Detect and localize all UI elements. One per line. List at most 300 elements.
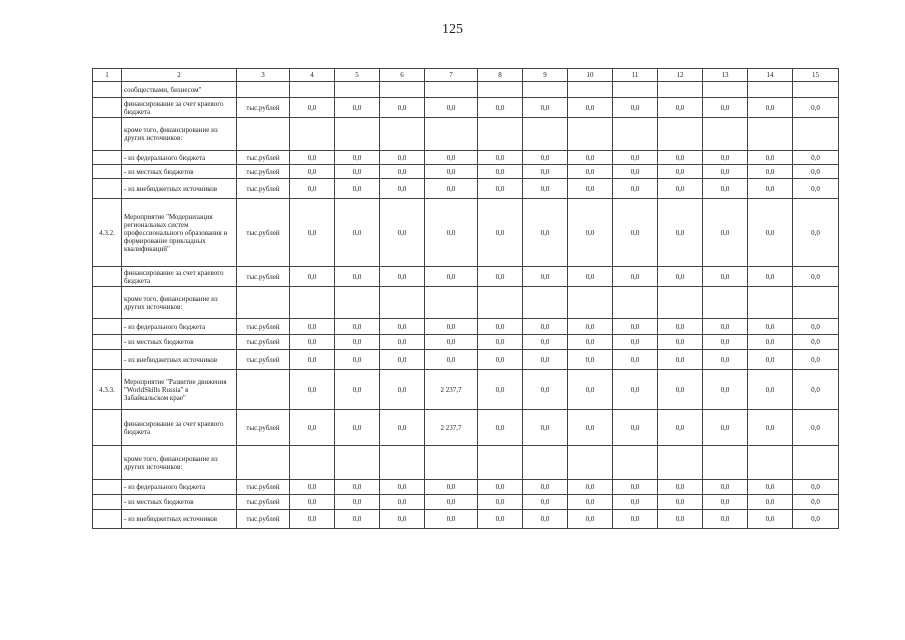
value-cell: 0,0 [523,350,568,370]
row-unit: тыс.рублей [237,165,290,179]
row-unit: тыс.рублей [237,151,290,165]
value-cell: 0,0 [703,350,748,370]
row-unit: тыс.рублей [237,350,290,370]
value-cell: 0,0 [335,98,380,118]
value-cell [793,446,839,480]
row-name: - из местных бюджетов [122,165,237,179]
value-cell: 0,0 [290,480,335,495]
row-unit: тыс.рублей [237,335,290,350]
value-cell: 0,0 [793,350,839,370]
value-cell [658,118,703,151]
row-name: кроме того, финансирование из других источников: [122,446,237,480]
column-header: 13 [703,69,748,82]
row-unit [237,82,290,98]
value-cell [748,287,793,319]
value-cell: 0,0 [793,165,839,179]
table-row [93,370,839,410]
value-cell: 0,0 [793,335,839,350]
value-cell [658,82,703,98]
value-cell [523,287,568,319]
value-cell: 0,0 [380,98,425,118]
value-cell: 0,0 [793,179,839,199]
value-cell: 0,0 [380,179,425,199]
value-cell [523,446,568,480]
value-cell: 0,0 [703,480,748,495]
value-cell: 0,0 [478,98,523,118]
row-unit: тыс.рублей [237,495,290,510]
row-unit: тыс.рублей [237,510,290,529]
value-cell: 0,0 [658,98,703,118]
row-code [93,98,122,118]
row-name: финансирование за счет краевого бюджета [122,267,237,287]
row-name: - из местных бюджетов [122,495,237,510]
value-cell: 0,0 [658,179,703,199]
value-cell: 0,0 [523,151,568,165]
value-cell: 0,0 [703,335,748,350]
value-cell: 0,0 [425,510,478,529]
table-row [93,319,839,335]
value-cell: 0,0 [793,151,839,165]
value-cell: 0,0 [380,495,425,510]
value-cell: 0,0 [290,370,335,410]
value-cell: 0,0 [523,199,568,267]
value-cell: 0,0 [748,350,793,370]
value-cell: 0,0 [613,480,658,495]
value-cell [335,446,380,480]
value-cell: 0,0 [523,335,568,350]
value-cell: 0,0 [613,410,658,446]
value-cell: 0,0 [425,179,478,199]
row-code [93,410,122,446]
value-cell: 0,0 [478,165,523,179]
value-cell: 0,0 [658,151,703,165]
value-cell: 0,0 [290,495,335,510]
row-name: - из федерального бюджета [122,480,237,495]
value-cell: 0,0 [425,335,478,350]
column-header: 6 [380,69,425,82]
value-cell: 0,0 [478,510,523,529]
row-code [93,82,122,98]
row-name: финансирование за счет краевого бюджета [122,410,237,446]
value-cell [793,118,839,151]
value-cell [568,287,613,319]
value-cell: 0,0 [703,319,748,335]
value-cell [703,82,748,98]
value-cell: 0,0 [523,98,568,118]
value-cell: 0,0 [335,495,380,510]
value-cell: 0,0 [658,199,703,267]
value-cell: 0,0 [523,179,568,199]
row-name: - из федерального бюджета [122,151,237,165]
value-cell: 0,0 [425,350,478,370]
value-cell: 0,0 [380,319,425,335]
value-cell: 0,0 [793,267,839,287]
value-cell: 0,0 [793,410,839,446]
value-cell [425,287,478,319]
row-code: 4.3.2. [93,199,122,267]
value-cell: 0,0 [335,151,380,165]
value-cell: 0,0 [290,350,335,370]
value-cell: 0,0 [335,199,380,267]
value-cell [425,446,478,480]
value-cell: 2 237,7 [425,370,478,410]
row-code [93,495,122,510]
value-cell: 0,0 [613,495,658,510]
value-cell: 0,0 [703,267,748,287]
value-cell: 0,0 [478,267,523,287]
table-row [93,118,839,151]
value-cell: 0,0 [613,179,658,199]
value-cell: 0,0 [335,179,380,199]
table-row [93,410,839,446]
value-cell: 0,0 [703,98,748,118]
value-cell: 0,0 [658,319,703,335]
value-cell: 0,0 [703,495,748,510]
value-cell: 0,0 [425,267,478,287]
value-cell: 0,0 [568,495,613,510]
value-cell [613,118,658,151]
value-cell [380,446,425,480]
table-row [93,510,839,529]
value-cell: 0,0 [478,495,523,510]
value-cell: 0,0 [290,335,335,350]
value-cell: 0,0 [523,495,568,510]
value-cell: 0,0 [335,267,380,287]
table-row [93,267,839,287]
row-name: Мероприятие "Модернизация региональных систем профессионального образования и формирование прикладных квалификаций" [122,199,237,267]
value-cell: 0,0 [380,370,425,410]
value-cell: 0,0 [290,151,335,165]
row-code [93,118,122,151]
value-cell: 0,0 [478,179,523,199]
row-code [93,335,122,350]
value-cell: 0,0 [523,370,568,410]
value-cell [748,118,793,151]
row-code [93,350,122,370]
value-cell: 0,0 [290,98,335,118]
value-cell: 0,0 [748,199,793,267]
value-cell: 0,0 [748,267,793,287]
row-unit: тыс.рублей [237,179,290,199]
value-cell [793,287,839,319]
value-cell: 0,0 [335,350,380,370]
page-number: 125 [442,22,463,37]
value-cell: 0,0 [748,510,793,529]
column-header: 3 [237,69,290,82]
column-header: 11 [613,69,658,82]
column-header: 8 [478,69,523,82]
value-cell: 0,0 [568,267,613,287]
value-cell: 0,0 [335,480,380,495]
value-cell: 0,0 [523,410,568,446]
row-code [93,480,122,495]
value-cell: 0,0 [703,370,748,410]
column-header: 14 [748,69,793,82]
value-cell [335,287,380,319]
value-cell: 0,0 [523,319,568,335]
value-cell: 0,0 [425,495,478,510]
value-cell: 0,0 [290,199,335,267]
value-cell: 0,0 [703,410,748,446]
row-unit [237,287,290,319]
value-cell: 0,0 [425,319,478,335]
value-cell: 0,0 [380,165,425,179]
value-cell [658,446,703,480]
column-header: 10 [568,69,613,82]
row-name: кроме того, финансирование из других источников: [122,118,237,151]
value-cell: 0,0 [658,410,703,446]
value-cell: 0,0 [568,179,613,199]
row-unit: тыс.рублей [237,319,290,335]
value-cell: 0,0 [658,495,703,510]
value-cell [748,446,793,480]
table-row [93,199,839,267]
row-name: - из местных бюджетов [122,335,237,350]
row-unit [237,118,290,151]
value-cell [523,82,568,98]
value-cell: 0,0 [748,98,793,118]
row-unit: тыс.рублей [237,267,290,287]
value-cell [425,82,478,98]
value-cell: 0,0 [793,510,839,529]
value-cell: 0,0 [478,350,523,370]
value-cell [478,446,523,480]
value-cell: 0,0 [335,370,380,410]
value-cell [478,82,523,98]
row-unit: тыс.рублей [237,199,290,267]
row-name: - из внебюджетных источников [122,510,237,529]
value-cell: 0,0 [748,165,793,179]
value-cell: 0,0 [568,370,613,410]
value-cell [703,287,748,319]
value-cell: 0,0 [568,335,613,350]
value-cell [613,287,658,319]
row-code [93,319,122,335]
value-cell: 0,0 [568,319,613,335]
table-row [93,151,839,165]
value-cell [290,118,335,151]
table-row [93,287,839,319]
value-cell: 0,0 [568,199,613,267]
value-cell: 0,0 [380,151,425,165]
value-cell: 0,0 [523,510,568,529]
value-cell: 0,0 [380,199,425,267]
value-cell [523,118,568,151]
row-code: 4.3.3. [93,370,122,410]
column-header: 4 [290,69,335,82]
value-cell: 0,0 [380,480,425,495]
value-cell: 0,0 [748,370,793,410]
table-row [93,480,839,495]
value-cell [568,82,613,98]
value-cell [748,82,793,98]
value-cell: 0,0 [658,165,703,179]
row-unit [237,446,290,480]
value-cell: 0,0 [613,370,658,410]
column-header: 15 [793,69,839,82]
value-cell: 0,0 [748,495,793,510]
value-cell: 0,0 [613,151,658,165]
table-row [93,350,839,370]
value-cell: 0,0 [523,480,568,495]
value-cell: 0,0 [793,319,839,335]
value-cell: 0,0 [793,480,839,495]
value-cell: 0,0 [748,335,793,350]
value-cell: 0,0 [523,165,568,179]
value-cell: 0,0 [478,410,523,446]
column-header: 1 [93,69,122,82]
value-cell: 0,0 [613,199,658,267]
value-cell: 0,0 [703,151,748,165]
value-cell: 0,0 [613,335,658,350]
value-cell: 0,0 [425,199,478,267]
row-name: кроме того, финансирование из других источников: [122,287,237,319]
row-unit [237,370,290,410]
value-cell: 0,0 [290,267,335,287]
value-cell: 0,0 [658,267,703,287]
value-cell: 0,0 [568,350,613,370]
value-cell: 0,0 [425,151,478,165]
value-cell [290,82,335,98]
value-cell: 0,0 [793,199,839,267]
value-cell: 0,0 [568,98,613,118]
value-cell: 0,0 [425,165,478,179]
value-cell: 0,0 [703,179,748,199]
value-cell [703,118,748,151]
value-cell: 0,0 [478,480,523,495]
value-cell: 0,0 [380,267,425,287]
value-cell: 0,0 [613,267,658,287]
value-cell [335,82,380,98]
row-code [93,151,122,165]
value-cell: 0,0 [703,165,748,179]
value-cell: 0,0 [478,151,523,165]
row-code [93,179,122,199]
value-cell: 0,0 [658,510,703,529]
row-code [93,510,122,529]
value-cell: 0,0 [290,165,335,179]
table-row [93,335,839,350]
value-cell: 0,0 [380,510,425,529]
row-code [93,446,122,480]
value-cell: 0,0 [613,350,658,370]
value-cell: 0,0 [425,98,478,118]
row-code [93,165,122,179]
column-header: 7 [425,69,478,82]
value-cell [613,446,658,480]
row-code [93,267,122,287]
value-cell: 0,0 [380,350,425,370]
value-cell: 0,0 [703,199,748,267]
value-cell: 0,0 [793,495,839,510]
value-cell: 0,0 [658,480,703,495]
value-cell: 0,0 [613,510,658,529]
budget-table [92,68,839,529]
column-header: 2 [122,69,237,82]
value-cell: 0,0 [568,480,613,495]
value-cell: 0,0 [658,350,703,370]
value-cell [425,118,478,151]
row-name: - из внебюджетных источников [122,350,237,370]
value-cell: 0,0 [568,151,613,165]
value-cell: 0,0 [793,98,839,118]
value-cell [290,287,335,319]
value-cell: 0,0 [335,510,380,529]
value-cell: 0,0 [793,370,839,410]
value-cell: 0,0 [335,410,380,446]
value-cell [568,118,613,151]
value-cell: 0,0 [568,165,613,179]
value-cell: 2 237,7 [425,410,478,446]
table-row [93,179,839,199]
value-cell [380,287,425,319]
row-code [93,287,122,319]
row-name: - из внебюджетных источников [122,179,237,199]
value-cell: 0,0 [748,319,793,335]
value-cell: 0,0 [290,179,335,199]
value-cell: 0,0 [478,335,523,350]
row-unit: тыс.рублей [237,480,290,495]
row-name: сообществами, бизнесом" [122,82,237,98]
value-cell [380,82,425,98]
row-unit: тыс.рублей [237,98,290,118]
table-row [93,98,839,118]
value-cell [658,287,703,319]
value-cell: 0,0 [658,335,703,350]
table-row [93,165,839,179]
value-cell: 0,0 [613,165,658,179]
value-cell: 0,0 [478,319,523,335]
value-cell: 0,0 [658,370,703,410]
header-row [93,69,839,82]
row-unit: тыс.рублей [237,410,290,446]
value-cell [568,446,613,480]
value-cell [380,118,425,151]
table-body [93,69,839,529]
column-header: 5 [335,69,380,82]
value-cell: 0,0 [290,510,335,529]
value-cell: 0,0 [425,480,478,495]
value-cell: 0,0 [613,319,658,335]
value-cell [793,82,839,98]
value-cell: 0,0 [335,165,380,179]
value-cell [703,446,748,480]
value-cell: 0,0 [703,510,748,529]
value-cell: 0,0 [380,335,425,350]
value-cell: 0,0 [748,410,793,446]
value-cell: 0,0 [335,335,380,350]
row-name: Мероприятие "Развитие движения "WorldSkills Russia" в Забайкальском крае" [122,370,237,410]
value-cell: 0,0 [748,480,793,495]
row-name: - из федерального бюджета [122,319,237,335]
value-cell: 0,0 [613,98,658,118]
row-name: финансирование за счет краевого бюджета [122,98,237,118]
table-row [93,495,839,510]
value-cell: 0,0 [478,370,523,410]
value-cell: 0,0 [380,410,425,446]
value-cell [613,82,658,98]
value-cell: 0,0 [478,199,523,267]
value-cell [290,446,335,480]
value-cell: 0,0 [523,267,568,287]
value-cell [478,287,523,319]
column-header: 9 [523,69,568,82]
value-cell [335,118,380,151]
value-cell [478,118,523,151]
value-cell: 0,0 [748,179,793,199]
value-cell: 0,0 [290,410,335,446]
table-row [93,446,839,480]
